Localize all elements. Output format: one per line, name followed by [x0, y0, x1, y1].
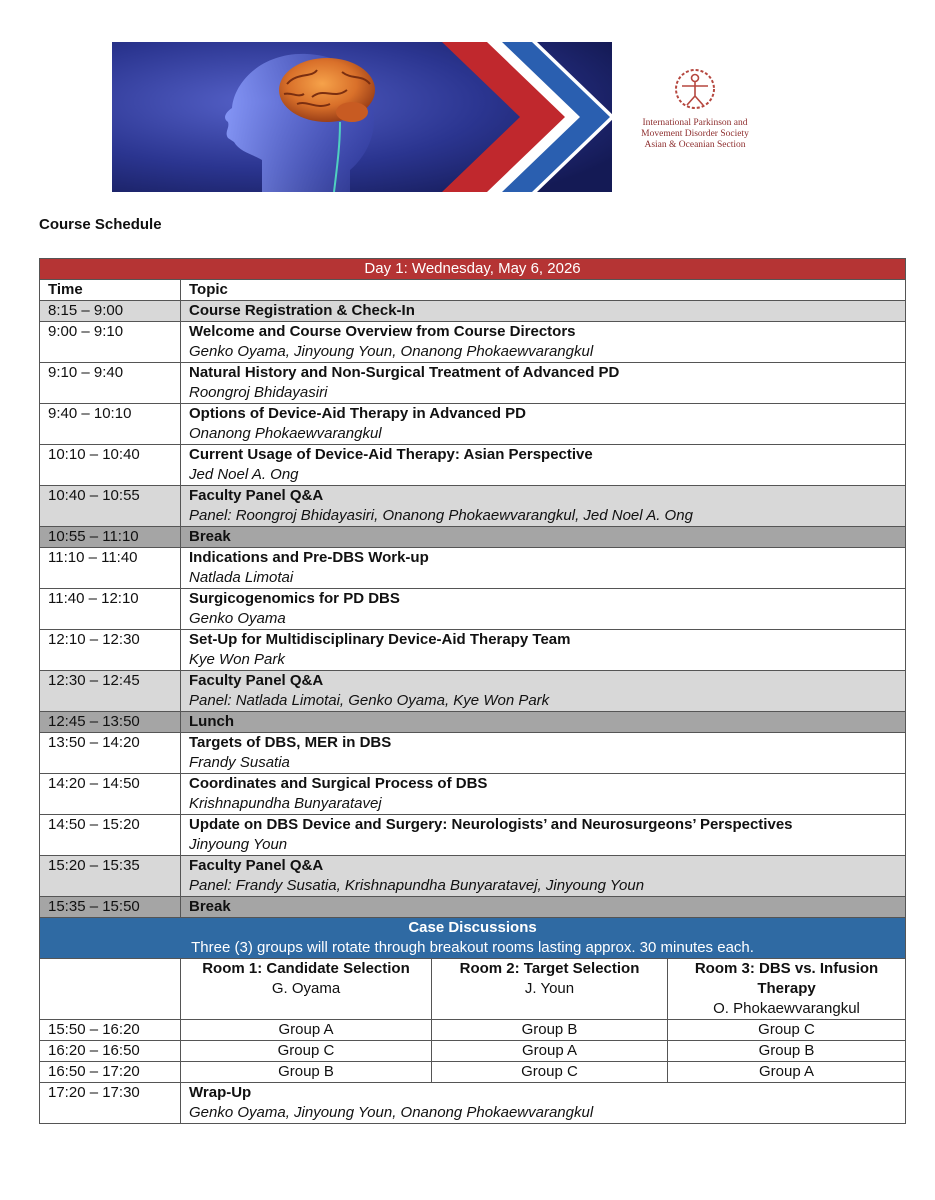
- topic-cell: [181, 733, 906, 774]
- case-discussions-title: Case Discussions: [408, 919, 537, 936]
- topic-title: Surgicogenomics for PD DBS: [189, 590, 400, 607]
- schedule-row: [40, 363, 906, 404]
- schedule-table: [39, 258, 906, 1124]
- schedule-row: [40, 630, 906, 671]
- rooms-header-blank: [40, 959, 181, 1020]
- group-cell: Group B: [668, 1041, 906, 1062]
- topic-cell: Break: [181, 527, 906, 548]
- time-cell: 12:10 – 12:30: [40, 630, 181, 671]
- schedule-row: [40, 527, 906, 548]
- room-title: Room 1: Candidate Selection: [202, 960, 410, 977]
- group-cell: Group C: [181, 1041, 432, 1062]
- time-cell: 8:15 – 9:00: [40, 301, 181, 322]
- time-cell: 11:40 – 12:10: [40, 589, 181, 630]
- logo-text-line2: Movement Disorder Society: [641, 129, 749, 139]
- time-cell: 15:20 – 15:35: [40, 856, 181, 897]
- case-discussions-header-row: [40, 918, 906, 959]
- topic-cell: Break: [181, 897, 906, 918]
- time-cell: 12:30 – 12:45: [40, 671, 181, 712]
- case-discussions-header: [40, 918, 906, 959]
- topic-cell: Course Registration & Check-In: [181, 301, 906, 322]
- time-cell: 9:40 – 10:10: [40, 404, 181, 445]
- room-lead: J. Youn: [524, 980, 575, 997]
- group-cell: Group B: [432, 1020, 668, 1041]
- time-cell: 17:20 – 17:30: [40, 1083, 181, 1124]
- topic-speakers: Jinyoung Youn: [189, 836, 288, 853]
- time-cell: 10:55 – 11:10: [40, 527, 181, 548]
- topic-speakers: Jed Noel A. Ong: [189, 466, 299, 483]
- time-cell: 10:40 – 10:55: [40, 486, 181, 527]
- topic-cell: [181, 404, 906, 445]
- topic-speakers: Genko Oyama, Jinyoung Youn, Onanong Phokaewvarangkul: [189, 1104, 594, 1121]
- room-title: Room 3: DBS vs. Infusion Therapy: [694, 960, 879, 997]
- topic-speakers: Genko Oyama, Jinyoung Youn, Onanong Phokaewvarangkul: [189, 343, 594, 360]
- schedule-row: [40, 897, 906, 918]
- topic-title: Update on DBS Device and Surgery: Neurologists’ and Neurosurgeons’ Perspectives: [189, 816, 793, 833]
- topic-speakers: Kye Won Park: [189, 651, 285, 668]
- room-lead: G. Oyama: [271, 980, 341, 997]
- topic-speakers: Panel: Natlada Limotai, Genko Oyama, Kye Won Park: [189, 692, 550, 709]
- time-cell: 13:50 – 14:20: [40, 733, 181, 774]
- time-cell: 14:20 – 14:50: [40, 774, 181, 815]
- topic-title: Wrap-Up: [189, 1084, 252, 1101]
- topic-cell: Lunch: [181, 712, 906, 733]
- topic-cell: [181, 815, 906, 856]
- day-header-row: [40, 259, 906, 280]
- topic-title: Set-Up for Multidisciplinary Device-Aid Therapy Team: [189, 631, 571, 648]
- topic-cell: [181, 445, 906, 486]
- group-cell: Group B: [181, 1062, 432, 1083]
- room-title: Room 2: Target Selection: [459, 960, 640, 977]
- topic-speakers: Natlada Limotai: [189, 569, 294, 586]
- rotation-row: [40, 1020, 906, 1041]
- topic-title: Indications and Pre-DBS Work-up: [189, 549, 429, 566]
- schedule-row: [40, 486, 906, 527]
- topic-title: Coordinates and Surgical Process of DBS: [189, 775, 488, 792]
- room-2-header: [432, 959, 668, 1020]
- time-cell: 9:10 – 9:40: [40, 363, 181, 404]
- day-title: Day 1: Wednesday, May 6, 2026: [40, 259, 906, 280]
- rooms-header-row: [40, 959, 906, 1020]
- topic-cell: [181, 1083, 906, 1124]
- schedule-row: [40, 301, 906, 322]
- topic-cell: [181, 486, 906, 527]
- schedule-row: [40, 322, 906, 363]
- time-cell: 15:35 – 15:50: [40, 897, 181, 918]
- time-cell: 9:00 – 9:10: [40, 322, 181, 363]
- topic-cell: [181, 589, 906, 630]
- time-cell: 14:50 – 15:20: [40, 815, 181, 856]
- topic-title: Targets of DBS, MER in DBS: [189, 734, 392, 751]
- topic-cell: [181, 363, 906, 404]
- topic-title: Faculty Panel Q&A: [189, 672, 324, 689]
- time-cell: 10:10 – 10:40: [40, 445, 181, 486]
- logo-text-line3: Asian & Oceanian Section: [644, 140, 746, 150]
- schedule-row: [40, 548, 906, 589]
- topic-speakers: Onanong Phokaewvarangkul: [189, 425, 382, 442]
- schedule-row: [40, 712, 906, 733]
- group-cell: Group A: [181, 1020, 432, 1041]
- group-cell: Group A: [668, 1062, 906, 1083]
- topic-cell: [181, 548, 906, 589]
- society-logo: [622, 66, 768, 176]
- rotation-row: [40, 1041, 906, 1062]
- topic-cell: [181, 856, 906, 897]
- topic-cell: [181, 630, 906, 671]
- time-cell: 15:50 – 16:20: [40, 1020, 181, 1041]
- topic-speakers: Krishnapundha Bunyaratavej: [189, 795, 382, 812]
- topic-title: Welcome and Course Overview from Course Directors: [189, 323, 576, 340]
- schedule-row: [40, 774, 906, 815]
- topic-speakers: Panel: Frandy Susatia, Krishnapundha Bunyaratavej, Jinyoung Youn: [189, 877, 645, 894]
- room-1-header: [181, 959, 432, 1020]
- group-cell: Group C: [668, 1020, 906, 1041]
- topic-cell: [181, 322, 906, 363]
- schedule-row: [40, 445, 906, 486]
- brain-banner-image: [112, 42, 612, 192]
- room-3-header: [668, 959, 906, 1020]
- time-cell: 16:50 – 17:20: [40, 1062, 181, 1083]
- page-title: Course Schedule: [39, 216, 162, 233]
- schedule-row: [40, 815, 906, 856]
- group-cell: Group A: [432, 1041, 668, 1062]
- time-cell: 12:45 – 13:50: [40, 712, 181, 733]
- schedule-row: [40, 733, 906, 774]
- col-header-time: Time: [40, 280, 181, 301]
- time-cell: 11:10 – 11:40: [40, 548, 181, 589]
- topic-title: Options of Device-Aid Therapy in Advanced PD: [189, 405, 527, 422]
- topic-speakers: Panel: Roongroj Bhidayasiri, Onanong Phokaewvarangkul, Jed Noel A. Ong: [189, 507, 693, 524]
- group-cell: Group C: [432, 1062, 668, 1083]
- topic-title: Faculty Panel Q&A: [189, 857, 324, 874]
- schedule-row: [40, 589, 906, 630]
- column-header-row: [40, 280, 906, 301]
- schedule-row: [40, 1083, 906, 1124]
- topic-title: Faculty Panel Q&A: [189, 487, 324, 504]
- vitruvian-logo-icon: [672, 66, 718, 112]
- time-cell: 16:20 – 16:50: [40, 1041, 181, 1062]
- schedule-row: [40, 856, 906, 897]
- case-discussions-subtitle: Three (3) groups will rotate through breakout rooms lasting approx. 30 minutes each.: [191, 939, 754, 956]
- header-banner: [112, 42, 768, 192]
- topic-title: Natural History and Non-Surgical Treatment of Advanced PD: [189, 364, 620, 381]
- schedule-row: [40, 671, 906, 712]
- topic-cell: [181, 774, 906, 815]
- topic-speakers: Frandy Susatia: [189, 754, 290, 771]
- topic-title: Current Usage of Device-Aid Therapy: Asian Perspective: [189, 446, 593, 463]
- topic-cell: [181, 671, 906, 712]
- topic-speakers: Roongroj Bhidayasiri: [189, 384, 328, 401]
- brain-icon: [279, 58, 375, 122]
- logo-text-line1: International Parkinson and: [642, 118, 748, 128]
- col-header-topic: Topic: [181, 280, 906, 301]
- topic-speakers: Genko Oyama: [189, 610, 286, 627]
- schedule-row: [40, 404, 906, 445]
- rotation-row: [40, 1062, 906, 1083]
- room-lead: O. Phokaewvarangkul: [713, 1000, 860, 1017]
